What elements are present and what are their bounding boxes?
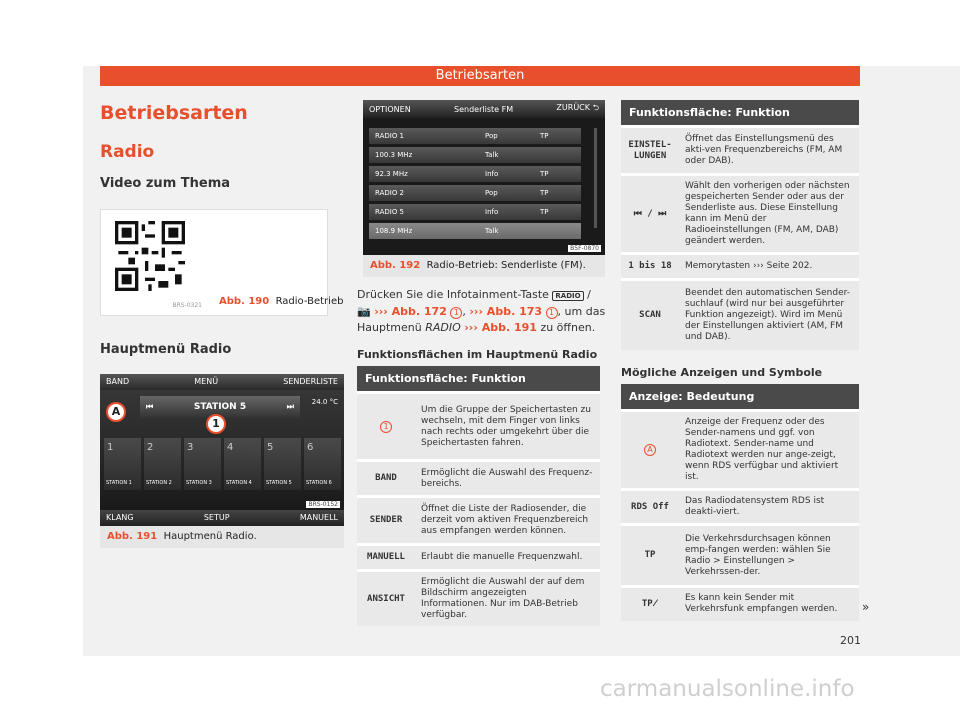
row-key: SCAN	[621, 280, 679, 350]
page-number: 201	[840, 634, 861, 647]
klang-button: KLANG	[106, 513, 134, 522]
preset-station-1	[104, 438, 141, 490]
callout-a: A	[106, 402, 126, 422]
video-box[interactable]	[100, 209, 344, 316]
callout-1-key: 1	[380, 421, 392, 433]
para-text: Drücken Sie die Infotainment-Taste	[357, 288, 549, 301]
indicators-heading: Mögliche Anzeigen und Symbole	[621, 366, 823, 379]
table-row	[621, 411, 859, 490]
menu-button: MENÜ	[194, 377, 219, 386]
table-row	[357, 497, 600, 545]
station-row-selected	[369, 223, 581, 239]
table-row	[621, 175, 859, 254]
senderliste-button: SENDERLISTE	[283, 377, 338, 386]
table-row	[621, 525, 859, 587]
function-areas-heading: Funktionsflächen im Hauptmenü Radio	[357, 348, 598, 361]
row-desc: Die Verkehrsdurchsagen können emp-fangen werden: wählen Sie Radio > Einstellungen > Verkehrssen-der.	[679, 525, 859, 587]
table-row	[357, 545, 600, 571]
radio-main-menu-screenshot	[100, 374, 344, 526]
figure-191-caption	[100, 526, 344, 548]
station-genre: Info	[485, 170, 499, 178]
station-row	[369, 147, 581, 163]
section-title-radio: Radio	[100, 142, 155, 162]
left-column	[100, 96, 328, 191]
station-tp: TP	[540, 189, 549, 197]
figure-tag: BRS-0152	[308, 501, 338, 508]
function-table-middle	[357, 366, 600, 626]
row-desc: Öffnet die Liste der Radiosender, die derzeit vom aktiven Frequenzbereich aus empfangen werden können.	[415, 497, 600, 545]
station-genre: Pop	[485, 189, 498, 197]
figure-192-text: Radio-Betrieb: Senderliste (FM).	[426, 260, 586, 271]
list-title: Senderliste FM	[454, 104, 514, 114]
preset-label: STATION 6	[306, 480, 332, 486]
row-desc: Öffnet das Einstellungsmenü des akti-ven Frequenzbereichs (FM, AM oder DAB).	[679, 127, 859, 175]
station-tp: TP	[540, 132, 549, 140]
function-table-right	[621, 100, 859, 350]
table-row	[621, 490, 859, 525]
row-key: 1 bis 18	[621, 254, 679, 280]
para-text: /	[587, 288, 591, 301]
station-genre: Pop	[485, 132, 498, 140]
row-desc: Erlaubt die manuelle Frequenzwahl.	[415, 545, 600, 571]
station-name: RADIO 2	[375, 189, 405, 197]
figure-190-text: Radio-Betrieb	[275, 296, 344, 307]
callout-a-key: A	[644, 444, 656, 456]
figure-191-label: Abb. 191	[107, 531, 158, 542]
station-tp: TP	[540, 170, 549, 178]
row-desc: Ermöglicht die Auswahl des Frequenz-bereichs.	[415, 461, 600, 497]
main-menu-heading: Hauptmenü Radio	[100, 342, 232, 357]
ref-abb-191[interactable]: ››› Abb. 191	[464, 321, 537, 334]
watermark: carmanualsonline.info	[600, 676, 855, 702]
station-genre: Talk	[485, 151, 499, 159]
para-text: zu öffnen.	[540, 321, 596, 334]
preset-label: STATION 4	[226, 480, 252, 486]
indicators-table	[621, 384, 859, 621]
instruction-paragraph	[357, 287, 607, 336]
table-header: Funktionsfläche: Funktion	[621, 100, 859, 125]
row-key: RDS Off	[621, 490, 679, 525]
preset-label: STATION 2	[146, 480, 172, 486]
back-icon: ⮌	[592, 103, 599, 112]
row-key: ANSICHT	[357, 571, 415, 627]
row-key: TP	[621, 525, 679, 587]
station-genre: Talk	[485, 227, 499, 235]
table-row	[621, 254, 859, 280]
preset-station-6	[304, 438, 341, 490]
radio-key: RADIO	[552, 291, 583, 301]
station-tp: TP	[540, 208, 549, 216]
temperature: 24.0 °C	[311, 398, 338, 406]
next-icon: ⏭	[286, 402, 294, 411]
para-text: , um das Hauptmenü	[357, 305, 606, 334]
row-desc: Das Radiodatensystem RDS ist deakti-viert.	[679, 490, 859, 525]
back-button	[556, 102, 599, 116]
section-header: Betriebsarten	[100, 66, 860, 86]
table-row	[621, 280, 859, 350]
optionen-button: OPTIONEN	[369, 104, 411, 114]
continue-marker: »	[862, 600, 870, 614]
row-key: MANUELL	[357, 545, 415, 571]
preset-number: 5	[267, 442, 274, 453]
row-desc: Anzeige der Frequenz oder des Sender-namens und ggf. von Radiotext. Sender-name und Radiotext werden nur ange-zeigt, wenn RDS verfügbar und aktiviert ist.	[679, 411, 859, 490]
preset-label: STATION 5	[266, 480, 292, 486]
preset-number: 6	[307, 442, 314, 453]
preset-number: 3	[187, 442, 194, 453]
figure-190-caption	[219, 296, 343, 307]
preset-station-4	[224, 438, 261, 490]
callout-ref: 1	[450, 307, 462, 319]
row-key: EINSTEL-LUNGEN	[621, 127, 679, 175]
table-row	[621, 587, 859, 621]
station-row	[369, 204, 581, 220]
station-name: RADIO 5	[375, 208, 405, 216]
row-desc: Wählt den vorherigen oder nächsten gespeicherten Sender oder aus der Senderliste aus. Diese Einstellung kann im Menü der Radioeinstellungen (FM, AM, DAB) geändert werden.	[679, 175, 859, 254]
station-name: 100.3 MHz	[375, 151, 413, 159]
qr-tag: BRS-0321	[172, 302, 202, 309]
station-list-screenshot	[363, 100, 605, 255]
station-genre: Info	[485, 208, 499, 216]
list-scrollbar	[594, 128, 597, 228]
menu-bottom-bar	[100, 510, 344, 526]
table-row	[621, 127, 859, 175]
station-list	[369, 128, 581, 242]
callout-ref: 1	[546, 307, 558, 319]
figure-190-label: Abb. 190	[219, 296, 270, 307]
menu-top-bar	[100, 374, 344, 390]
ref-abb-173[interactable]: ››› Abb. 173	[469, 305, 543, 318]
preset-number: 2	[147, 442, 154, 453]
preset-station-5	[264, 438, 301, 490]
band-button: BAND	[106, 377, 130, 386]
row-desc: Ermöglicht die Auswahl der auf dem Bildschirm angezeigten Informationen. Nur im DAB-Betrieb verfügbar.	[415, 571, 600, 627]
row-key: BAND	[357, 461, 415, 497]
ref-abb-172[interactable]: ››› Abb. 172	[374, 305, 447, 318]
station-list-top-bar	[363, 100, 605, 118]
qr-code-icon	[115, 221, 185, 291]
camera-icon: 📷	[357, 305, 371, 318]
para-italic: RADIO	[425, 321, 461, 334]
preset-label: STATION 3	[186, 480, 212, 486]
figure-192-label: Abb. 192	[370, 260, 421, 271]
figure-tag: B5F-0870	[570, 245, 599, 252]
row-key: ⏮ / ⏭	[621, 175, 679, 254]
video-heading: Video zum Thema	[100, 176, 231, 191]
station-name: RADIO 1	[375, 132, 405, 140]
row-desc: Es kann kein Sender mit Verkehrsfunk empfangen werden.	[679, 587, 859, 621]
table-row	[357, 461, 600, 497]
page-title: Betriebsarten	[100, 102, 248, 124]
preset-number: 4	[227, 442, 234, 453]
station-name: 108.9 MHz	[375, 227, 413, 235]
table-header: Funktionsfläche: Funktion	[357, 366, 600, 391]
preset-station-3	[184, 438, 221, 490]
preset-label: STATION 1	[106, 480, 132, 486]
prev-icon: ⏮	[146, 402, 154, 411]
station-row	[369, 185, 581, 201]
no-tp-icon: TP̸	[621, 587, 679, 621]
station-name: 92.3 MHz	[375, 170, 408, 178]
row-desc: Um die Gruppe der Speichertasten zu wechseln, mit dem Finger von links nach rechts oder umgekehrt über die Speichertasten fahren.	[415, 393, 600, 461]
setup-button: SETUP	[203, 513, 230, 522]
para-text: ,	[462, 305, 466, 318]
back-label: ZURÜCK	[556, 103, 591, 112]
callout-1: 1	[206, 414, 226, 434]
manuell-button: MANUELL	[299, 513, 338, 522]
figure-191-text: Hauptmenü Radio.	[163, 531, 257, 542]
table-header: Anzeige: Bedeutung	[621, 384, 859, 409]
row-key: SENDER	[357, 497, 415, 545]
preset-number: 1	[107, 442, 114, 453]
row-desc: Beendet den automatischen Sender-suchlauf (wird nur bei ausgeführter Funktion angezeigt). Wird im Menü der Einstellungen aktiviert (AM, FM und DAB).	[679, 280, 859, 350]
station-row	[369, 128, 581, 144]
table-row	[357, 571, 600, 627]
figure-192-caption	[363, 255, 605, 277]
preset-station-2	[144, 438, 181, 490]
row-desc: Memorytasten ››› Seite 202.	[679, 254, 859, 280]
table-row	[357, 393, 600, 461]
qr-code[interactable]	[109, 215, 204, 310]
station-title: STATION 5	[193, 402, 247, 412]
station-row	[369, 166, 581, 182]
